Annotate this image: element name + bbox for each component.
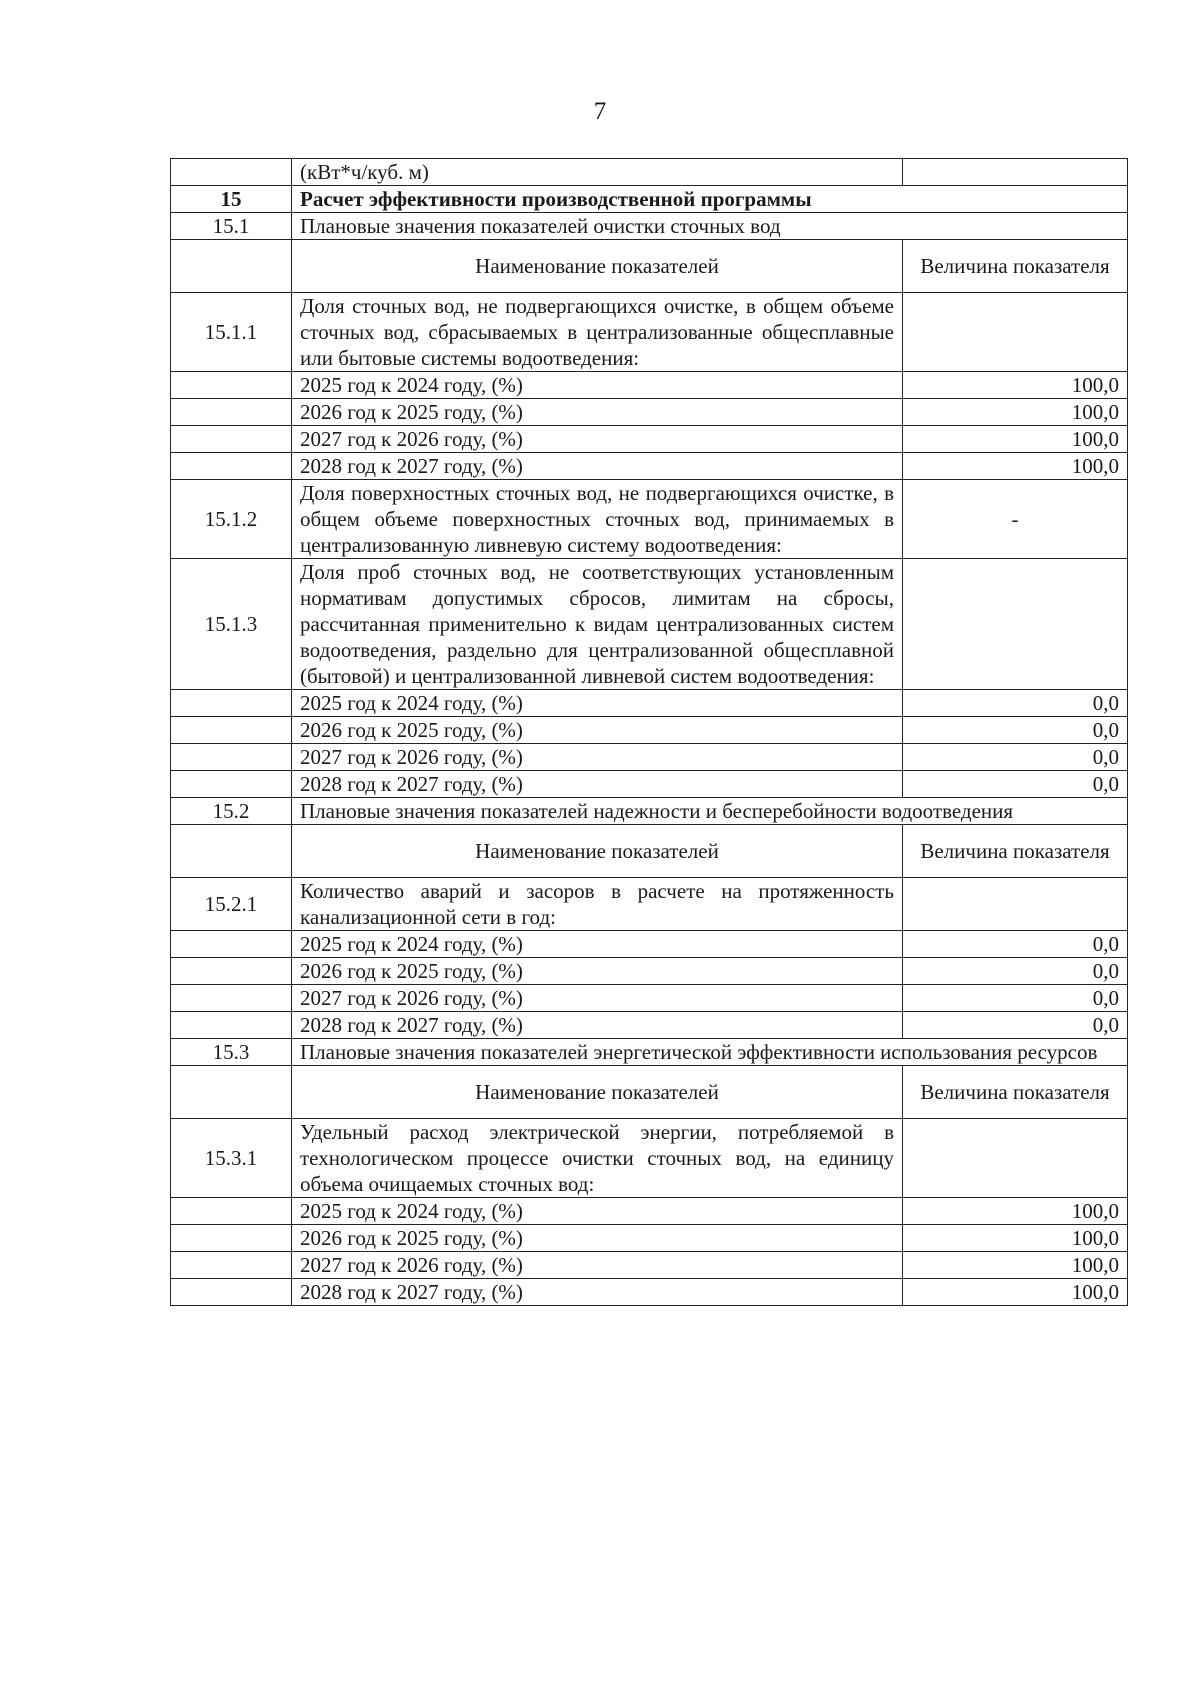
year-label: 2027 год к 2026 году, (%) — [292, 1252, 903, 1279]
header-row — [171, 825, 1128, 878]
indicator-number: 15.1.1 — [171, 293, 292, 372]
indicators-table — [170, 158, 1128, 1306]
year-value: 100,0 — [903, 372, 1128, 399]
indicator-number: 15.1.2 — [171, 480, 292, 559]
year-row — [171, 1198, 1128, 1225]
year-row — [171, 771, 1128, 798]
unit-text: (кВт*ч/куб. м) — [292, 159, 903, 186]
year-row — [171, 985, 1128, 1012]
year-label: 2027 год к 2026 году, (%) — [292, 426, 903, 453]
row-number-cell — [171, 372, 292, 399]
year-row — [171, 1279, 1128, 1306]
row-number-cell — [171, 744, 292, 771]
header-name: Наименование показателей — [292, 240, 903, 293]
year-value: 100,0 — [903, 1279, 1128, 1306]
year-value: 0,0 — [903, 744, 1128, 771]
table-row — [171, 159, 1128, 186]
year-value: 100,0 — [903, 1225, 1128, 1252]
year-row — [171, 958, 1128, 985]
subsection-title: Плановые значения показателей очистки сточных вод — [292, 213, 1128, 240]
row-number-cell — [171, 1198, 292, 1225]
row-number-cell — [171, 1225, 292, 1252]
year-value: 100,0 — [903, 399, 1128, 426]
indicator-text: Количество аварий и засоров в расчете на протяженность канализационной сети в год: — [292, 878, 903, 931]
year-row — [171, 372, 1128, 399]
section-row — [171, 186, 1128, 213]
indicator-row — [171, 1119, 1128, 1198]
subsection-row — [171, 798, 1128, 825]
header-row — [171, 240, 1128, 293]
header-name: Наименование показателей — [292, 1066, 903, 1119]
subsection-number: 15.1 — [171, 213, 292, 240]
year-row — [171, 1252, 1128, 1279]
row-number-cell — [171, 159, 292, 186]
year-label: 2025 год к 2024 году, (%) — [292, 1198, 903, 1225]
year-row — [171, 1012, 1128, 1039]
subsection-number: 15.3 — [171, 1039, 292, 1066]
row-number-cell — [171, 931, 292, 958]
header-value: Величина показателя — [903, 240, 1128, 293]
year-label: 2028 год к 2027 году, (%) — [292, 1279, 903, 1306]
indicator-text: Доля сточных вод, не подвергающихся очистке, в общем объеме сточных вод, сбрасываемых в централизованные общесплавные или бытовые системы водоотведения: — [292, 293, 903, 372]
subsection-title: Плановые значения показателей надежности и бесперебойности водоотведения — [292, 798, 1128, 825]
value-cell — [903, 159, 1128, 186]
year-value: 0,0 — [903, 717, 1128, 744]
row-number-cell — [171, 825, 292, 878]
row-number-cell — [171, 240, 292, 293]
year-label: 2026 год к 2025 году, (%) — [292, 958, 903, 985]
indicator-value: - — [903, 480, 1128, 559]
year-value: 0,0 — [903, 931, 1128, 958]
indicator-value — [903, 1119, 1128, 1198]
indicator-row — [171, 293, 1128, 372]
subsection-row — [171, 1039, 1128, 1066]
row-number-cell — [171, 985, 292, 1012]
year-label: 2026 год к 2025 году, (%) — [292, 1225, 903, 1252]
indicator-value — [903, 293, 1128, 372]
indicator-row — [171, 878, 1128, 931]
year-row — [171, 1225, 1128, 1252]
row-number-cell — [171, 1066, 292, 1119]
row-number-cell — [171, 690, 292, 717]
subsection-number: 15.2 — [171, 798, 292, 825]
subsection-row — [171, 213, 1128, 240]
year-label: 2028 год к 2027 году, (%) — [292, 453, 903, 480]
indicator-number: 15.3.1 — [171, 1119, 292, 1198]
year-label: 2025 год к 2024 году, (%) — [292, 372, 903, 399]
year-label: 2027 год к 2026 году, (%) — [292, 744, 903, 771]
year-label: 2025 год к 2024 году, (%) — [292, 931, 903, 958]
year-label: 2026 год к 2025 году, (%) — [292, 399, 903, 426]
year-value: 0,0 — [903, 1012, 1128, 1039]
row-number-cell — [171, 399, 292, 426]
row-number-cell — [171, 453, 292, 480]
header-row — [171, 1066, 1128, 1119]
indicator-number: 15.1.3 — [171, 559, 292, 690]
year-label: 2027 год к 2026 году, (%) — [292, 985, 903, 1012]
page-number: 7 — [593, 98, 607, 125]
year-label: 2028 год к 2027 году, (%) — [292, 1012, 903, 1039]
row-number-cell — [171, 958, 292, 985]
row-number-cell — [171, 771, 292, 798]
indicator-number: 15.2.1 — [171, 878, 292, 931]
section-title: Расчет эффективности производственной программы — [292, 186, 1128, 213]
year-value: 100,0 — [903, 1198, 1128, 1225]
year-row — [171, 426, 1128, 453]
year-row — [171, 717, 1128, 744]
indicator-text: Удельный расход электрической энергии, потребляемой в технологическом процессе очистки сточных вод, на единицу объема очищаемых сточных вод: — [292, 1119, 903, 1198]
row-number-cell — [171, 1012, 292, 1039]
year-row — [171, 744, 1128, 771]
year-label: 2026 год к 2025 году, (%) — [292, 717, 903, 744]
year-value: 0,0 — [903, 690, 1128, 717]
year-row — [171, 690, 1128, 717]
indicator-text: Доля проб сточных вод, не соответствующих установленным нормативам допустимых сбросов, лимитам на сбросы, рассчитанная применительно к видам централизованных систем водоотведения, раздельно для централизованной общесплавной (бытовой) и централизованной ливневой систем водоотведения: — [292, 559, 903, 690]
row-number-cell — [171, 717, 292, 744]
year-value: 100,0 — [903, 453, 1128, 480]
year-value: 100,0 — [903, 1252, 1128, 1279]
section-number: 15 — [171, 186, 292, 213]
row-number-cell — [171, 1279, 292, 1306]
year-value: 100,0 — [903, 426, 1128, 453]
indicator-text: Доля поверхностных сточных вод, не подвергающихся очистке, в общем объеме поверхностных сточных вод, принимаемых в централизованную ливневую систему водоотведения: — [292, 480, 903, 559]
row-number-cell — [171, 1252, 292, 1279]
indicator-value — [903, 878, 1128, 931]
indicator-row — [171, 480, 1128, 559]
year-label: 2028 год к 2027 году, (%) — [292, 771, 903, 798]
header-value: Величина показателя — [903, 825, 1128, 878]
indicator-value — [903, 559, 1128, 690]
header-name: Наименование показателей — [292, 825, 903, 878]
row-number-cell — [171, 426, 292, 453]
year-row — [171, 931, 1128, 958]
header-value: Величина показателя — [903, 1066, 1128, 1119]
year-value: 0,0 — [903, 771, 1128, 798]
year-label: 2025 год к 2024 году, (%) — [292, 690, 903, 717]
year-row — [171, 399, 1128, 426]
year-value: 0,0 — [903, 958, 1128, 985]
indicator-row — [171, 559, 1128, 690]
year-value: 0,0 — [903, 985, 1128, 1012]
subsection-title: Плановые значения показателей энергетической эффективности использования ресурсов — [292, 1039, 1128, 1066]
year-row — [171, 453, 1128, 480]
